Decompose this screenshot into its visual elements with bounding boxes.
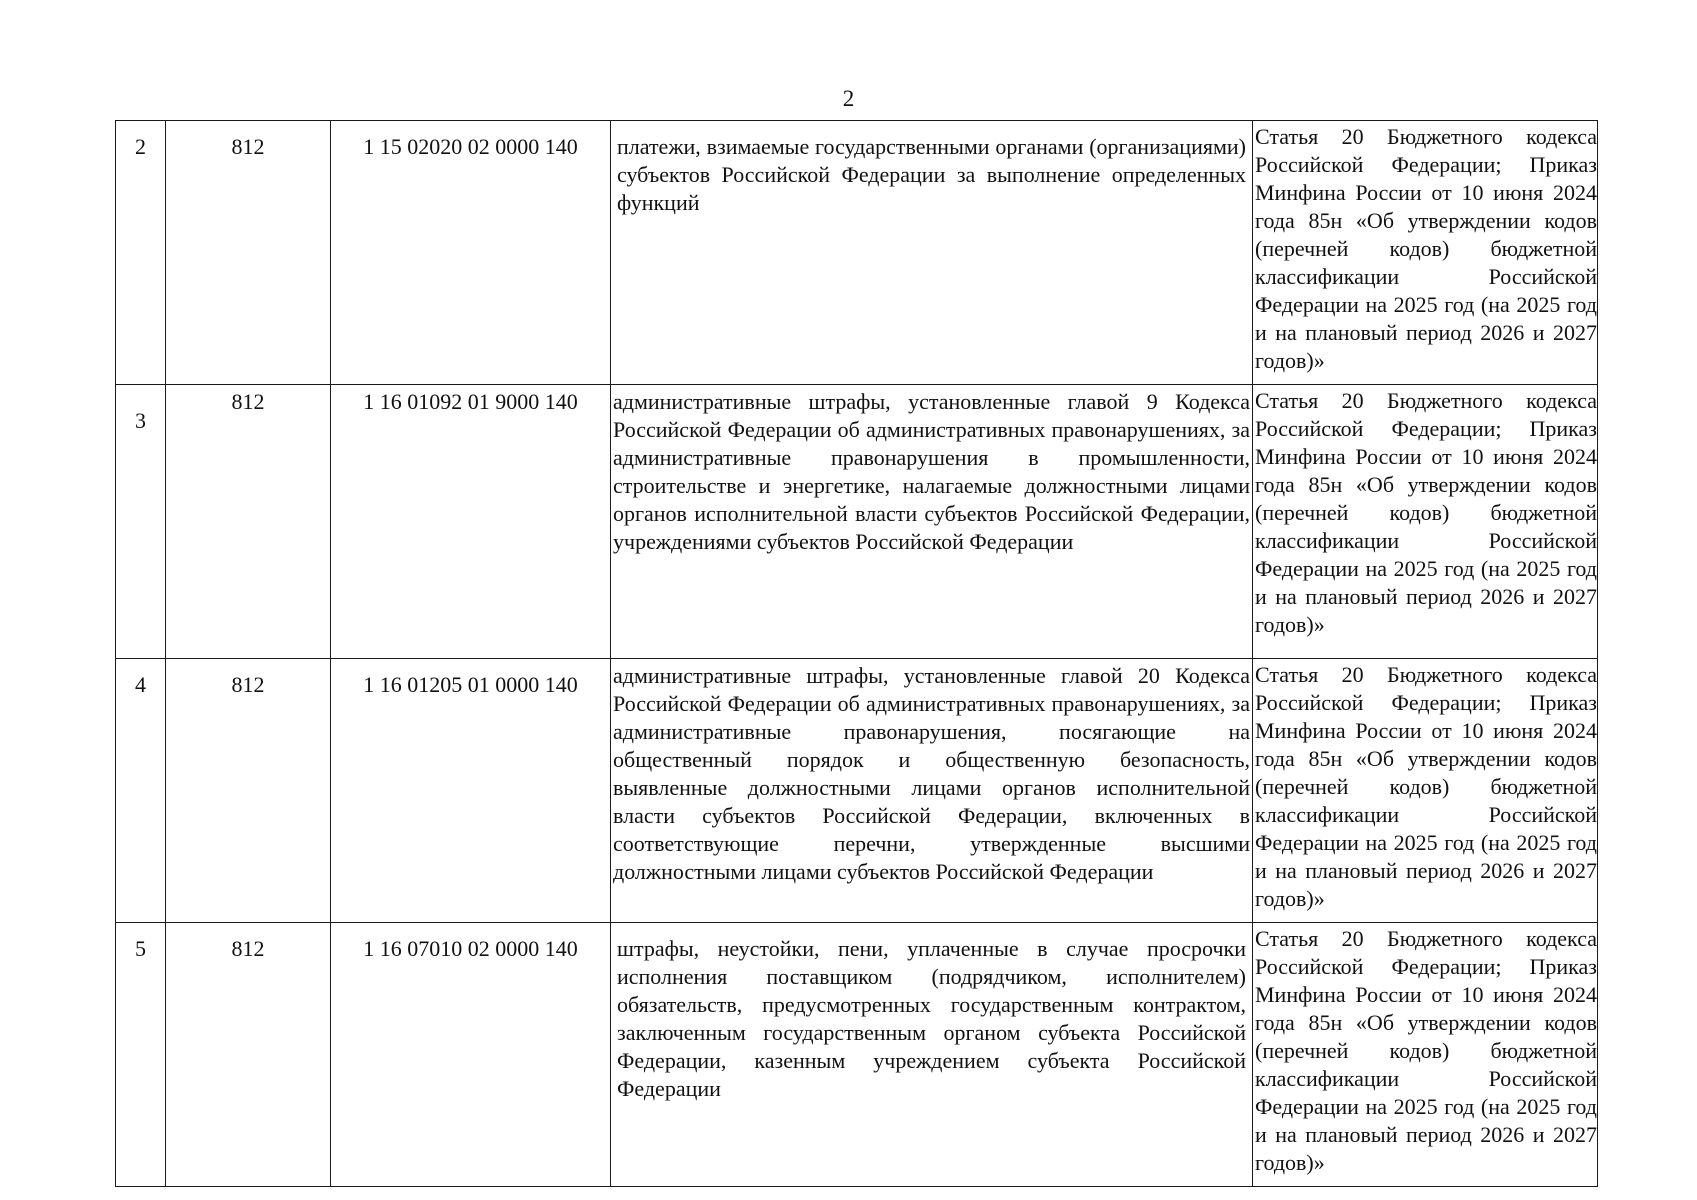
table-row: [116, 121, 1598, 385]
budget-classification-table: [115, 120, 1598, 1187]
revenue-description: платежи, взимаемые государственными органами (организациями) субъектов Российской Федерации за выполнение определенных функций: [611, 121, 1253, 385]
row-number: 4: [116, 659, 166, 923]
table-row: [116, 385, 1598, 659]
table-row: [116, 659, 1598, 923]
page-number: 2: [842, 86, 855, 111]
administrator-code: 812: [166, 121, 331, 385]
administrator-code: 812: [166, 385, 331, 659]
administrator-code: 812: [166, 923, 331, 1187]
legal-basis: Статья 20 Бюджетного кодекса Российской Федерации; Приказ Минфина России от 10 июня 2024 года 85н «Об утверждении кодов (перечней кодов) бюджетной классификации Российской Федерации на 2025 год (на 2025 год и на плановый период 2026 и 2027 годов)»: [1253, 385, 1598, 659]
revenue-description: административные штрафы, установленные главой 9 Кодекса Российской Федерации об административных правонарушениях, за административные правонарушения в промышленности, строительстве и энергетике, налагаемые должностными лицами органов исполнительной власти субъектов Российской Федерации, учреждениями субъектов Российской Федерации: [611, 385, 1253, 659]
row-number: 5: [116, 923, 166, 1187]
administrator-code: 812: [166, 659, 331, 923]
table-row: [116, 923, 1598, 1187]
row-number: 2: [116, 121, 166, 385]
legal-basis: Статья 20 Бюджетного кодекса Российской Федерации; Приказ Минфина России от 10 июня 2024 года 85н «Об утверждении кодов (перечней кодов) бюджетной классификации Российской Федерации на 2025 год (на 2025 год и на плановый период 2026 и 2027 годов)»: [1253, 923, 1598, 1187]
legal-basis: Статья 20 Бюджетного кодекса Российской Федерации; Приказ Минфина России от 10 июня 2024 года 85н «Об утверждении кодов (перечней кодов) бюджетной классификации Российской Федерации на 2025 год (на 2025 год и на плановый период 2026 и 2027 годов)»: [1253, 659, 1598, 923]
revenue-description: административные штрафы, установленные главой 20 Кодекса Российской Федерации об административных правонарушениях, за административные правонарушения, посягающие на общественный порядок и общественную безопасность, выявленные должностными лицами органов исполнительной власти субъектов Российской Федерации, включенных в соответствующие перечни, утвержденные высшими должностными лицами субъектов Российской Федерации: [611, 659, 1253, 923]
budget-classification-code: 1 15 02020 02 0000 140: [331, 121, 611, 385]
row-number: 3: [116, 385, 166, 659]
budget-classification-code: 1 16 07010 02 0000 140: [331, 923, 611, 1187]
legal-basis: Статья 20 Бюджетного кодекса Российской Федерации; Приказ Минфина России от 10 июня 2024 года 85н «Об утверждении кодов (перечней кодов) бюджетной классификации Российской Федерации на 2025 год (на 2025 год и на плановый период 2026 и 2027 годов)»: [1253, 121, 1598, 385]
budget-classification-code: 1 16 01205 01 0000 140: [331, 659, 611, 923]
revenue-description: штрафы, неустойки, пени, уплаченные в случае просрочки исполнения поставщиком (подрядчиком, исполнителем) обязательств, предусмотренных государственным контрактом, заключенным государственным органом субъекта Российской Федерации, казенным учреждением субъекта Российской Федерации: [611, 923, 1253, 1187]
budget-classification-code: 1 16 01092 01 9000 140: [331, 385, 611, 659]
